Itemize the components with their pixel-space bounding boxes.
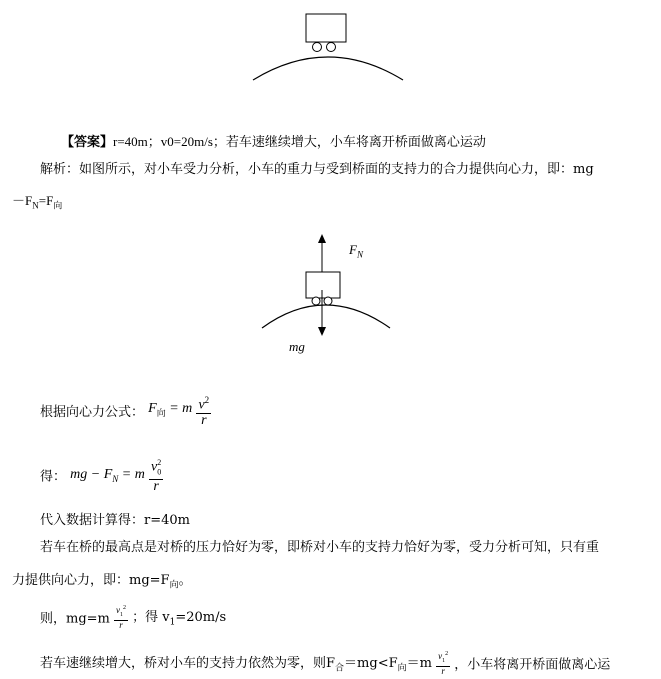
formula1-prefix: 根据向心力公式： <box>40 404 145 420</box>
last-suffix: ，小车将离开桥面做离心运 <box>454 657 611 673</box>
answer-label: 【答案】 <box>61 135 114 150</box>
answer-text: r=40m；v0=20m/s；若车速继续增大，小车将离开桥面做离心运动 <box>113 134 486 149</box>
formula2-prefix: 得： <box>40 469 67 485</box>
car-wheel-left-top <box>313 43 322 52</box>
last-sub1: 合 <box>335 663 345 674</box>
formula2-eq: = m <box>118 466 145 482</box>
then-suffix: ；得 v <box>132 610 170 626</box>
formula1-fraction <box>196 393 211 428</box>
force-diagram <box>0 230 661 370</box>
then-num-sub: 1 <box>120 611 124 618</box>
last-sub2: 向 <box>397 663 407 674</box>
formula1-lhs: F <box>148 401 157 417</box>
formula1-den: r <box>201 412 207 428</box>
car-body-mid <box>306 272 340 298</box>
bridge-arc-mid <box>262 305 390 328</box>
para-line2-prefix: 力提供向心力，即：mg=F <box>12 573 170 588</box>
formula-centripetal <box>40 393 211 428</box>
then-suffix-end: =20m/s <box>175 610 227 626</box>
para-line2-sub: 向 <box>169 580 179 591</box>
formula1-num: v <box>198 397 205 413</box>
last-num: v <box>438 651 443 661</box>
car-wheel-right-top <box>327 43 336 52</box>
bridge-arc-top <box>253 57 403 80</box>
then-line <box>40 604 226 630</box>
calc-line: 代入数据计算得：r=40m <box>40 513 190 528</box>
formula1-num-sup: 2 <box>204 395 210 405</box>
analysis-eq-f: =F <box>38 193 54 208</box>
formula1-eq: = m <box>165 401 193 417</box>
last-num-sub: 1 <box>442 657 446 664</box>
formula2-fraction <box>149 456 163 494</box>
car-body-top <box>306 14 346 42</box>
car-wheel-left-mid <box>312 297 320 305</box>
then-den: r <box>119 619 123 630</box>
then-num-sup: 2 <box>123 605 127 611</box>
last-prefix: 若车速继续增大，桥对小车的支持力依然为零，则F <box>40 656 336 672</box>
gravity-arrow-head <box>318 327 326 336</box>
para-line2-suffix: 。 <box>178 573 192 588</box>
analysis-sub-n: N <box>32 200 39 211</box>
last-den: r <box>441 665 445 676</box>
last-mid: ＝mg<F <box>344 656 398 672</box>
last-num-sup: 2 <box>445 651 449 657</box>
then-fraction <box>114 604 128 630</box>
analysis-line-1: 解析：如图所示，对小车受力分析，小车的重力与受到桥面的支持力的合力提供向心力，即：mg <box>40 162 594 177</box>
formula2-num-sub: 0 <box>157 467 162 477</box>
car-wheel-right-mid <box>324 297 332 305</box>
formula2-num: v <box>150 459 158 475</box>
mg-label: mg <box>289 339 305 354</box>
then-suffix-sub: 1 <box>169 617 176 628</box>
last-eq: ＝m <box>406 656 432 672</box>
analysis-minus-f: －F <box>12 193 33 208</box>
formula2-den: r <box>153 479 159 495</box>
last-line <box>40 650 610 676</box>
para-line-2 <box>12 569 192 591</box>
formula2-num-sup: 2 <box>157 458 162 467</box>
then-prefix: 则，mg=m <box>40 611 110 627</box>
then-num: v <box>116 605 121 615</box>
analysis-sub-xiang: 向 <box>53 200 63 211</box>
formula2-lhs: mg − F <box>70 466 113 482</box>
normal-force-arrow-head <box>318 234 326 243</box>
formula-derived <box>40 456 163 494</box>
fn-label <box>349 242 363 260</box>
formula2-lhs-sub: N <box>112 473 119 484</box>
formula1-lhs-sub: 向 <box>156 408 166 419</box>
bridge-diagram-top <box>0 0 661 90</box>
fn-letter: F <box>349 242 357 257</box>
para-line-1: 若车在桥的最高点是对桥的压力恰好为零，即桥对小车的支持力恰好为零，受力分析可知，只有重 <box>40 540 600 555</box>
answer-line <box>61 131 486 150</box>
last-fraction <box>436 650 450 676</box>
fn-sub: N <box>356 249 363 260</box>
analysis-line-2 <box>12 190 62 212</box>
